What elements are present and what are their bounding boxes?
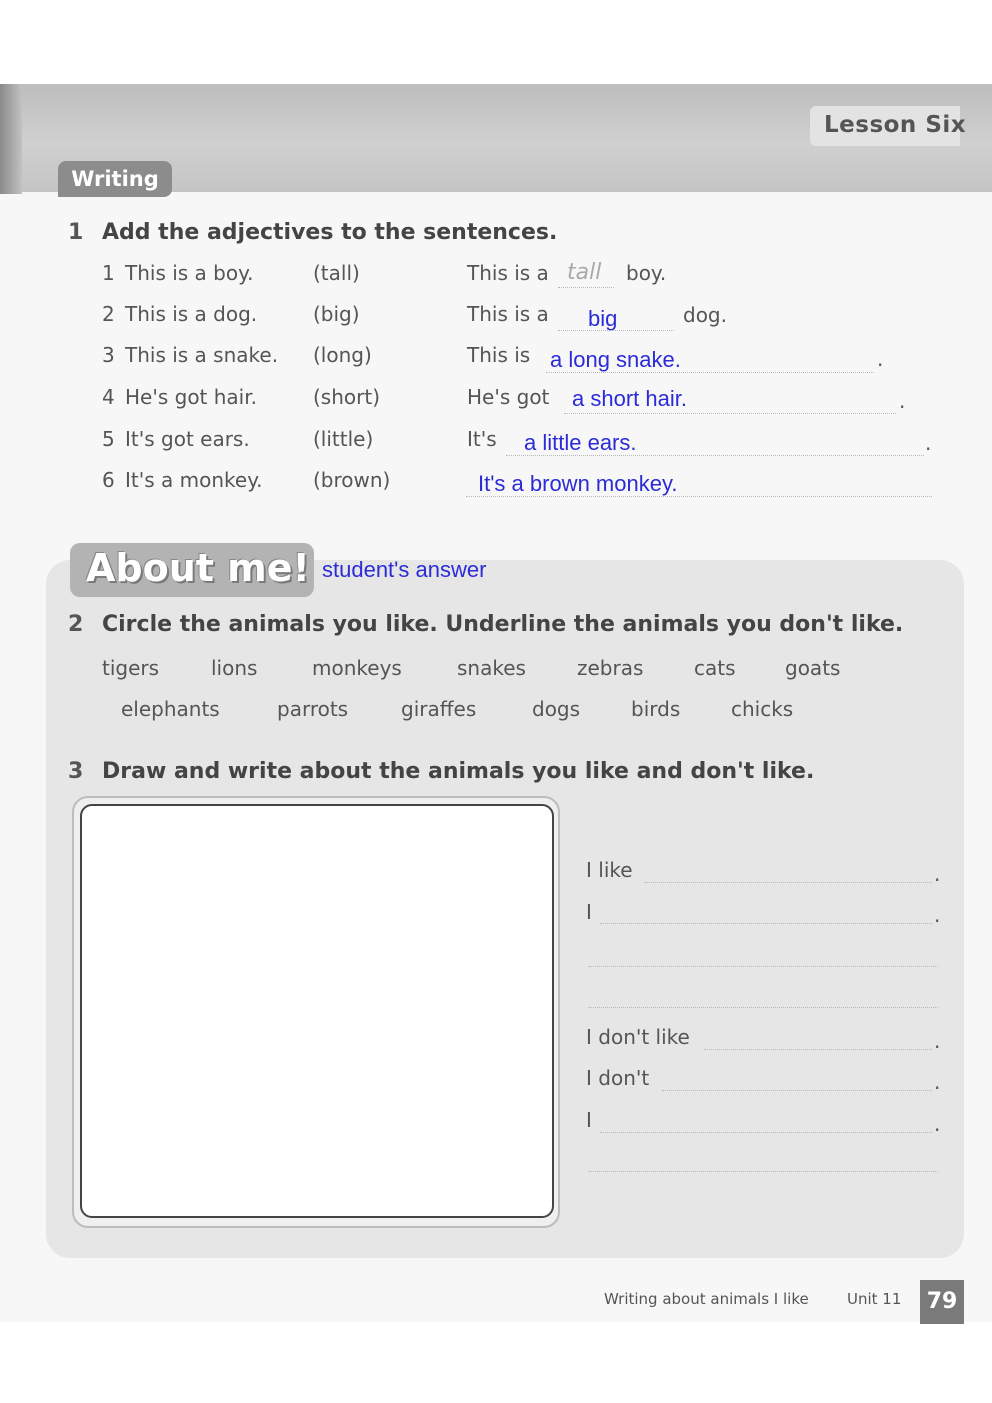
- write-period: .: [934, 1029, 941, 1053]
- exercise-3-number: 3: [68, 759, 84, 784]
- item-sentence: He's got hair.: [125, 385, 257, 409]
- item-number: 4: [102, 385, 115, 409]
- animal-word[interactable]: parrots: [277, 697, 349, 721]
- write-line[interactable]: [588, 1171, 938, 1172]
- answer-text[interactable]: a little ears.: [524, 430, 637, 455]
- write-line[interactable]: [704, 1049, 932, 1050]
- animal-word[interactable]: tigers: [102, 656, 160, 680]
- page-spine: [0, 84, 22, 194]
- exercise-2-instruction: Circle the animals you like. Underline the animals you don't like.: [102, 612, 904, 637]
- about-me-title: About me!: [86, 546, 310, 590]
- answer-suffix: .: [925, 431, 932, 455]
- exercise-1-number: 1: [68, 220, 84, 245]
- animal-word[interactable]: lions: [211, 656, 258, 680]
- lesson-title: Lesson Six: [824, 112, 967, 138]
- answer-prefix: It's: [467, 427, 497, 451]
- animal-word[interactable]: dogs: [532, 697, 581, 721]
- item-number: 5: [102, 427, 115, 451]
- answer-text[interactable]: a short hair.: [572, 386, 687, 411]
- animal-word[interactable]: chicks: [731, 697, 794, 721]
- exercise-2-number: 2: [68, 612, 84, 637]
- write-line[interactable]: [600, 923, 932, 924]
- write-prompt: I like: [586, 858, 633, 882]
- write-period: .: [934, 1112, 941, 1136]
- item-adjective: (long): [313, 343, 372, 367]
- answer-line: [546, 372, 874, 373]
- write-line[interactable]: [644, 882, 932, 883]
- answer-line: [558, 330, 674, 331]
- item-adjective: (tall): [313, 261, 360, 285]
- answer-line: [466, 496, 932, 497]
- exercise-3-instruction: Draw and write about the animals you like and don't like.: [102, 759, 815, 784]
- write-prompt: I: [586, 900, 592, 924]
- answer-suffix: dog.: [683, 303, 727, 327]
- item-sentence: This is a boy.: [125, 261, 254, 285]
- write-line[interactable]: [588, 966, 938, 967]
- exercise-1-instruction: Add the adjectives to the sentences.: [102, 220, 558, 245]
- animal-word[interactable]: monkeys: [312, 656, 402, 680]
- footer-unit: Unit 11: [847, 1290, 902, 1308]
- item-number: 3: [102, 343, 115, 367]
- example-answer: tall: [567, 260, 602, 285]
- animal-word[interactable]: snakes: [457, 656, 526, 680]
- animal-word[interactable]: birds: [631, 697, 681, 721]
- animal-word[interactable]: cats: [694, 656, 736, 680]
- write-line[interactable]: [662, 1090, 932, 1091]
- drawing-area[interactable]: [80, 804, 554, 1218]
- answer-suffix: .: [899, 389, 906, 413]
- answer-prefix: This is a: [467, 302, 549, 326]
- animal-word[interactable]: goats: [785, 656, 841, 680]
- answer-line: [564, 413, 896, 414]
- item-number: 2: [102, 302, 115, 326]
- answer-prefix: This is: [467, 343, 531, 367]
- write-period: .: [934, 903, 941, 927]
- animal-word[interactable]: zebras: [577, 656, 644, 680]
- write-prompt: I don't: [586, 1066, 650, 1090]
- answer-text[interactable]: big: [588, 306, 618, 331]
- write-prompt: I: [586, 1108, 592, 1132]
- item-number: 6: [102, 468, 115, 492]
- item-adjective: (big): [313, 302, 360, 326]
- item-number: 1: [102, 261, 115, 285]
- item-adjective: (brown): [313, 468, 391, 492]
- item-sentence: This is a dog.: [125, 302, 258, 326]
- animal-word[interactable]: elephants: [121, 697, 220, 721]
- answer-line: [506, 455, 924, 456]
- page-number: 79: [920, 1280, 964, 1324]
- write-period: .: [934, 1070, 941, 1094]
- item-adjective: (little): [313, 427, 374, 451]
- write-line[interactable]: [588, 1007, 938, 1008]
- answer-text[interactable]: It's a brown monkey.: [478, 471, 678, 496]
- footer-topic: Writing about animals I like: [604, 1290, 809, 1308]
- item-adjective: (short): [313, 385, 381, 409]
- answer-suffix: .: [877, 347, 884, 371]
- item-sentence: It's a monkey.: [125, 468, 263, 492]
- student-answer-note: student's answer: [322, 557, 487, 582]
- answer-text[interactable]: a long snake.: [550, 347, 681, 372]
- answer-prefix: He's got: [467, 385, 550, 409]
- item-sentence: It's got ears.: [125, 427, 250, 451]
- write-prompt: I don't like: [586, 1025, 690, 1049]
- item-sentence: This is a snake.: [125, 343, 279, 367]
- animal-word[interactable]: giraffes: [401, 697, 477, 721]
- write-line[interactable]: [600, 1132, 932, 1133]
- answer-line: [558, 287, 614, 288]
- answer-suffix: boy.: [626, 261, 667, 285]
- answer-prefix: This is a: [467, 261, 549, 285]
- write-period: .: [934, 862, 941, 886]
- section-badge-writing: Writing: [58, 161, 172, 197]
